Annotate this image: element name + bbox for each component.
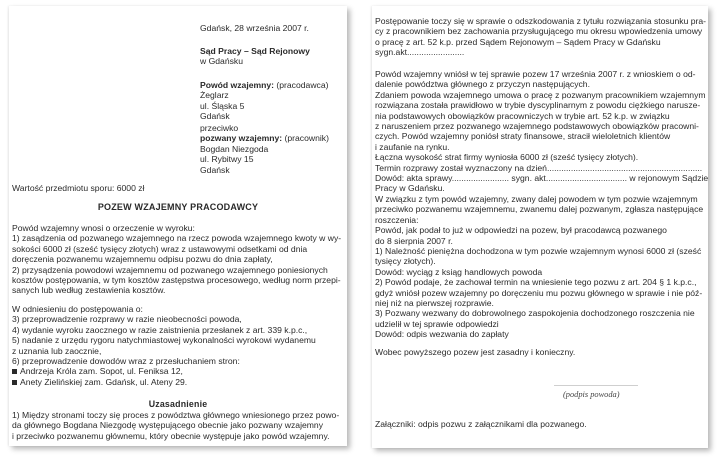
- witness-item: [12, 377, 316, 387]
- text-line: Dowód: akta sprawy........................ sygn. akt.................................. w rejonowym Sądzie: [375, 173, 709, 184]
- plaintiff-label: Powód wzajemny:: [200, 80, 275, 90]
- text-line: Pracy w Gdańsku.: [375, 183, 445, 194]
- text-line: tysięcy złotych).: [375, 256, 436, 267]
- text-line: 3) Pozwany wezwany do dobrowolnego zaspokojenia dochodzonego roszczenia nie: [375, 308, 695, 319]
- claims-paragraph: [375, 69, 708, 340]
- procedure-line: 6) przeprowadzenie dowodów wraz z przesłuchaniem stron:: [12, 356, 240, 367]
- text-line: W związku z tym powód wzajemny, zwany dalej powodem w tym pozwie wzajemnym: [375, 193, 698, 204]
- court-city: w Gdańsku: [200, 56, 243, 67]
- attachments: Załączniki: odpis pozwu z załącznikami dla pozwanego.: [375, 419, 587, 429]
- text-line: Termin rozprawy został wyznaczony na dzień.................................................................: [375, 162, 703, 173]
- document-page-left: [9, 6, 347, 446]
- text-line: gdyż wniósł pozew wzajemny po doręczeniu mu pozwu głównego w sprawie i nie póź-: [375, 287, 703, 298]
- procedure-line: W odniesieniu do postępowania o:: [12, 304, 143, 314]
- justification-section: [12, 410, 339, 441]
- dispute-value: Wartość przedmiotu sporu: 6000 zł: [12, 183, 145, 193]
- text-line: przeciwko pozwanemu wzajemnemu, zwanemu dalej pozwanym, zgłasza następujące: [375, 204, 704, 215]
- text-line: Dowód: odpis wezwania do zapłaty: [375, 329, 509, 340]
- text-line: udzielił w tej sprawie odpowiedzi: [375, 318, 499, 329]
- text-line: Postępowanie toczy się w sprawie o odszkodowania z tytułu rozwiązania stosunku pra-: [375, 16, 707, 26]
- procedure-line: z uznania lub zaocznie,: [12, 345, 102, 356]
- requests-line: 1) zasądzenia od pozwanego wzajemnego na rzecz powoda wzajemnego kwoty w wy-: [12, 233, 342, 244]
- text-line: Powód, jak podał to już w odpowiedzi na pozew, był pracodawcą pozwanego: [375, 225, 667, 236]
- text-line: do 8 sierpnia 2007 r.: [375, 235, 453, 246]
- defendant-line: Bogdan Niezgoda: [200, 143, 269, 154]
- procedure-line: 4) wydanie wyroku zaocznego w razie zaistnienia przesłanek z art. 339 k.p.c.,: [12, 324, 308, 335]
- text-line: roszczenia:: [375, 214, 419, 225]
- witness-text: Anety Zielińskiej zam. Gdańsk, ul. Ateny 29.: [20, 376, 188, 387]
- court-name: Sąd Pracy – Sąd Rejonowy: [200, 46, 310, 56]
- requests-line: 2) przysądzenia powodowi wzajemnemu od pozwanego wzajemnego poniesionych: [12, 264, 328, 275]
- document-page-right: [372, 6, 708, 448]
- procedure-line: 5) nadanie z urzędu rygoru natychmiastowej wykonalności wyrokowi wydanemu: [12, 335, 316, 346]
- place-date: Gdańsk, 28 września 2007 r.: [200, 23, 309, 33]
- text-line: Łączna wysokość strat firmy wyniosła 6000 zł (sześć tysięcy złotych).: [375, 152, 639, 163]
- text-line: sygn.akt........................: [375, 47, 465, 58]
- defendant-label: pozwany wzajemny:: [200, 133, 283, 144]
- justification-line: 1) Między stronami toczy się proces z powództwa głównego wniesionego przez powo-: [12, 410, 340, 420]
- text-line: 1) Należność pieniężna dochodzona w tym pozwie wzajemnym wynosi 6000 zł (sześć: [375, 245, 702, 256]
- justification-line: i przeciwko pozwanemu głównemu, który obecnie występuje jako powód wzajemny.: [12, 430, 330, 441]
- requests-line: sokości 6000 zł (sześć tysięcy złotych) wraz z ustawowymi odsetkami od dnia: [12, 243, 308, 254]
- case-paragraph: [375, 16, 706, 58]
- text-line: Dowód: wyciąg z ksiąg handlowych powoda: [375, 266, 543, 277]
- plaintiff-role: (pracodawca): [274, 80, 329, 90]
- text-line: niej niż na pierwszej rozprawie.: [375, 297, 494, 308]
- square-bullet-icon: [12, 369, 17, 374]
- requests-line: doręczenia pozwanemu wzajemnemu odpisu pozwu do dnia zapłaty,: [12, 254, 273, 265]
- text-line: czych. Powód wzajemny poniósł straty finansowe, stracił wieloletnich klientów: [375, 131, 671, 142]
- witness-text: Andrzeja Króla zam. Sopot, ul. Feniksa 12,: [20, 366, 183, 377]
- defendant-line: ul. Rybitwy 15: [200, 154, 254, 165]
- text-line: 2) Powód podaje, że zachował termin na wniesienie tego pozwu z art. 204 § 1 k.p.c.,: [375, 277, 697, 288]
- witness-item: [12, 366, 316, 376]
- text-line: i zaufanie na rynku.: [375, 141, 450, 152]
- plaintiff-line: Żeglarz: [200, 90, 229, 101]
- requests-section: [12, 223, 341, 296]
- text-line: rozwiązana została prawidłowo w trybie dyscyplinarnym z powodu ciężkiego narusze-: [375, 100, 701, 111]
- text-line: o pracę z art. 52 k.p. przed Sądem Rejonowym – Sądem Pracy w Gdańsku: [375, 36, 661, 47]
- procedure-line: 3) przeprowadzenie rozprawy w razie nieobecności powoda,: [12, 314, 242, 325]
- plaintiff-block: [200, 80, 328, 122]
- document-title: POZEW WZAJEMNY PRACODAWCY: [97, 202, 259, 212]
- against-label: przeciwko: [200, 123, 239, 133]
- justification-line: da głównego Bogdana Niezgodę występującego obecnie jako pozwany wzajemny: [12, 420, 324, 431]
- court-address: [200, 46, 310, 67]
- justification-title: Uzasadnienie: [148, 399, 208, 409]
- square-bullet-icon: [12, 380, 17, 385]
- text-line: cy z pracownikiem bez zachowania przysługującego mu okresu wpowiedzenia umowy: [375, 26, 703, 37]
- procedure-section: [12, 304, 316, 387]
- signature-line: [554, 385, 638, 386]
- defendant-line: Gdańsk: [200, 164, 230, 175]
- defendant-role: (pracownik): [282, 133, 329, 144]
- text-line: dalenie powództwa głównego z przyczyn następujących.: [375, 79, 590, 90]
- requests-line: Powód wzajemny wnosi o orzeczenie w wyroku:: [12, 223, 195, 233]
- text-line: Zdaniem powoda wzajemnego umowa o pracę z pozwanym pracownikiem wzajemnym: [375, 89, 706, 100]
- defendant-block: [200, 123, 329, 175]
- text-line: Powód wzajemny wniósł w tej sprawie pozew 17 września 2007 r. z wnioskiem o od-: [375, 69, 696, 79]
- text-line: nia podstawowych obowiązków pracowniczych w trybie art. 52 k.p. w związku: [375, 110, 670, 121]
- plaintiff-line: ul. Śląska 5: [200, 100, 245, 111]
- signature-caption: (podpis powoda): [563, 390, 620, 399]
- requests-line: sanych lub według zestawienia kosztów.: [12, 285, 166, 296]
- requests-line: kosztów postępowania, w tym kosztów zastępstwa procesowego, według norm przepi-: [12, 275, 341, 286]
- conclusion: Wobec powyższego pozew jest zasadny i konieczny.: [375, 347, 576, 357]
- plaintiff-line: Gdańsk: [200, 111, 230, 122]
- text-line: z naruszeniem przez pozwanego wzajemnego podstawowych obowiązków pracowni-: [375, 121, 699, 132]
